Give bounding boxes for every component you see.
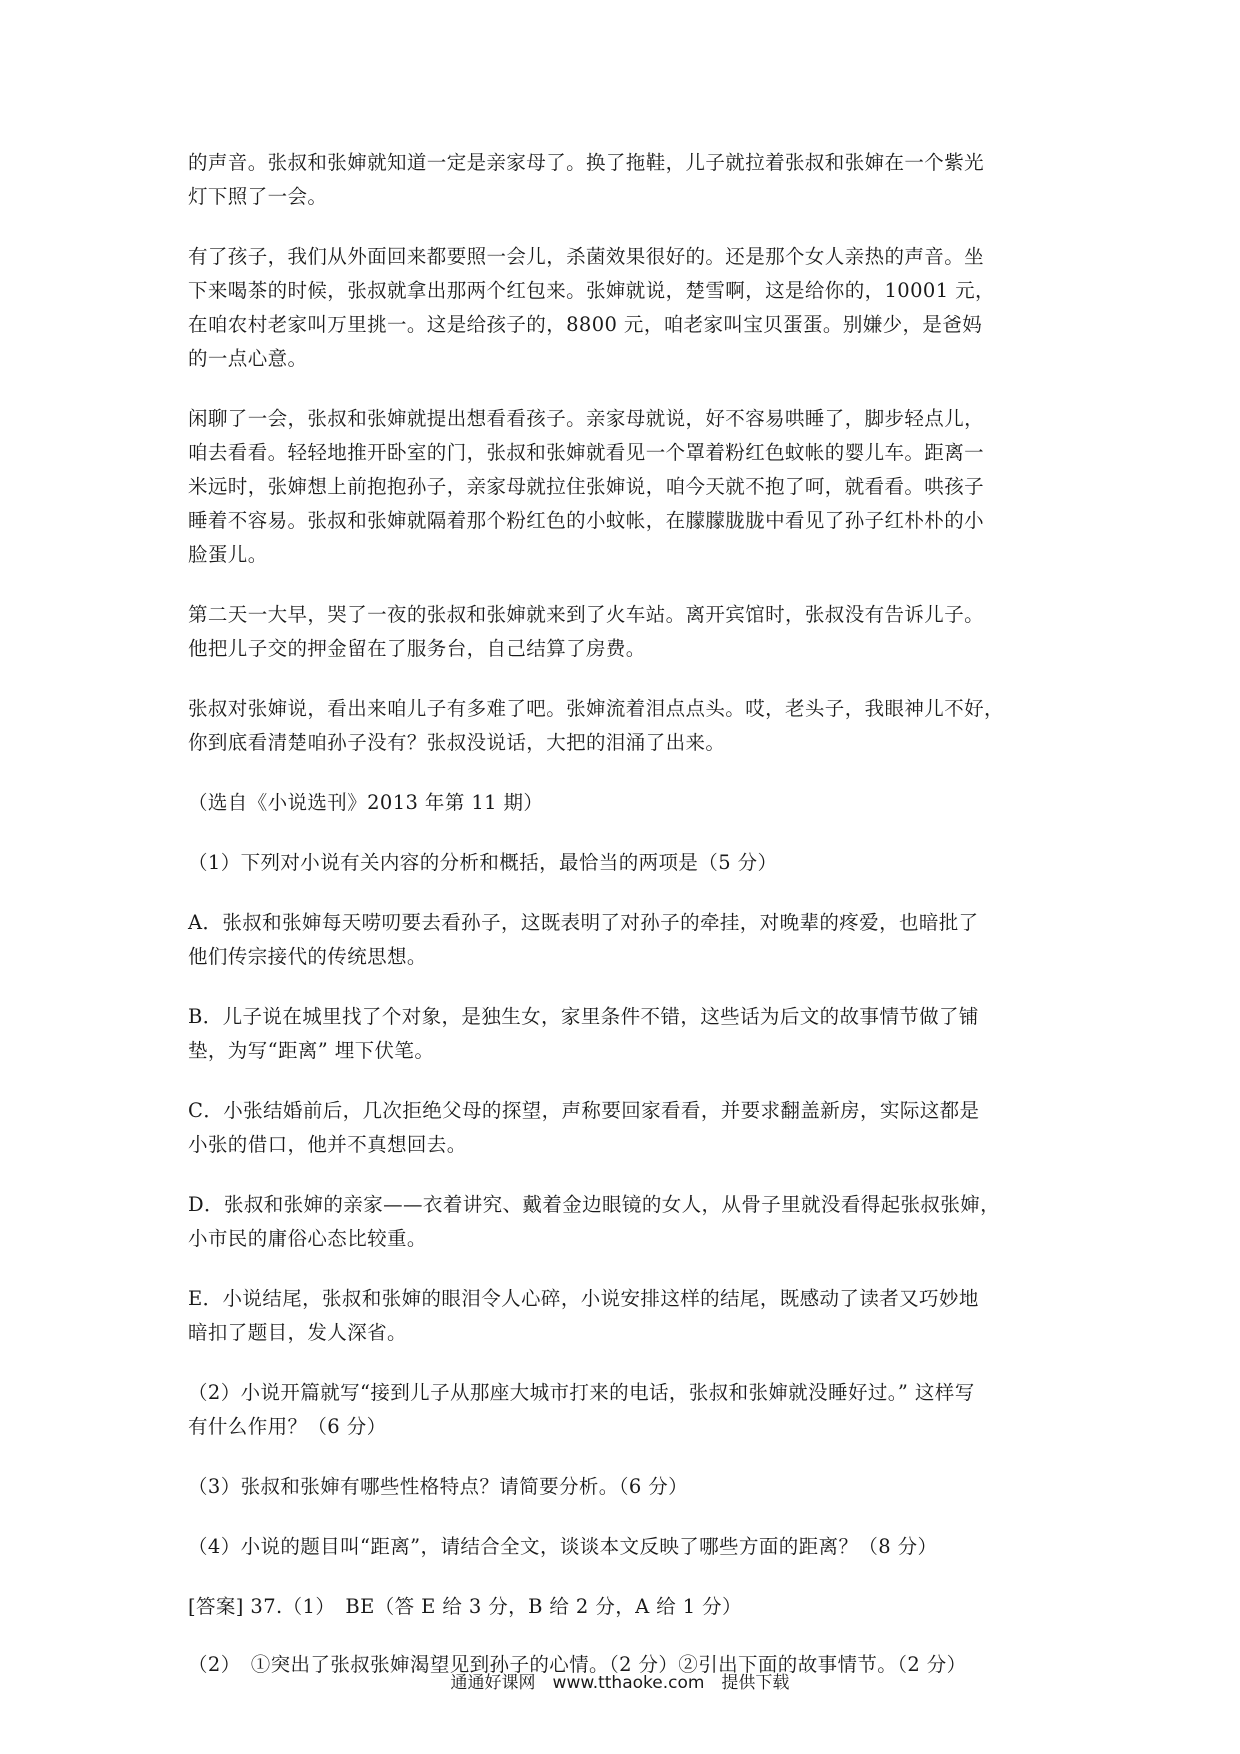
story-paragraph (188, 692, 1058, 760)
source-citation: （选自《小说选刊》2013 年第 11 期） (188, 791, 544, 814)
text-line: E．小说结尾，张叔和张婶的眼泪令人心碎，小说安排这样的结尾，既感动了读者又巧妙地 (188, 1287, 979, 1310)
text-line: 在咱农村老家叫万里挑一。这是给孩子的，8800 元，咱老家叫宝贝蛋蛋。别嫌少，是爸妈 (188, 313, 983, 336)
story-paragraph (188, 240, 1058, 376)
question-2 (188, 1376, 1058, 1444)
page-footer: 通通好课网 www.tthaoke.com 提供下载 (450, 1673, 790, 1693)
text-line: 灯下照了一会。 (188, 185, 328, 208)
text-line: 垫，为写“距离” 埋下伏笔。 (188, 1039, 435, 1062)
answer-2: （2） ①突出了张叔张婶渴望见到孙子的心情。（2 分）②引出下面的故事情节。（2 分） (188, 1653, 967, 1676)
text-line: D．张叔和张婶的亲家——衣着讲究、戴着金边眼镜的女人，从骨子里就没看得起张叔张婶， (188, 1193, 1001, 1216)
text-line: 小张的借口，他并不真想回去。 (188, 1133, 467, 1156)
option-d (188, 1188, 1058, 1256)
text-line: 张叔对张婶说，看出来咱儿子有多难了吧。张婶流着泪点点头。哎，老头子，我眼神儿不好， (188, 697, 1004, 720)
text-line: 他们传宗接代的传统思想。 (188, 945, 427, 968)
question-3: （3）张叔和张婶有哪些性格特点？请简要分析。（6 分） (188, 1475, 689, 1498)
story-paragraph (188, 402, 1058, 572)
option-e (188, 1282, 1058, 1350)
text-line: 小市民的庸俗心态比较重。 (188, 1227, 427, 1250)
text-line: C．小张结婚前后，几次拒绝父母的探望，声称要回家看看，并要求翻盖新房，实际这都是 (188, 1099, 980, 1122)
answer-1: [答案] 37.（1） BE（答 E 给 3 分，B 给 2 分，A 给 1 分） (188, 1595, 742, 1618)
question-4: （4）小说的题目叫“距离”，请结合全文，谈谈本文反映了哪些方面的距离？（8 分） (188, 1535, 938, 1558)
story-paragraph (188, 598, 1058, 666)
option-c (188, 1094, 1058, 1162)
text-line: （2）小说开篇就写“接到儿子从那座大城市打来的电话，张叔和张婶就没睡好过。” 这样写 (188, 1381, 975, 1404)
text-line: 下来喝茶的时候，张叔就拿出那两个红包来。张婶就说，楚雪啊，这是给你的，10001 元， (188, 279, 995, 302)
text-line: 他把儿子交的押金留在了服务台，自己结算了房费。 (188, 637, 646, 660)
text-line: 闲聊了一会，张叔和张婶就提出想看看孩子。亲家母就说，好不容易哄睡了，脚步轻点儿， (188, 407, 985, 430)
text-line: 第二天一大早，哭了一夜的张叔和张婶就来到了火车站。离开宾馆时，张叔没有告诉儿子。 (188, 603, 985, 626)
text-line: 的声音。张叔和张婶就知道一定是亲家母了。换了拖鞋，儿子就拉着张叔和张婶在一个紫光 (188, 151, 985, 174)
text-line: 睡着不容易。张叔和张婶就隔着那个粉红色的小蚊帐，在朦朦胧胧中看见了孙子红朴朴的小 (188, 509, 985, 532)
text-line: 脸蛋儿。 (188, 543, 268, 566)
text-line: 有了孩子，我们从外面回来都要照一会儿，杀菌效果很好的。还是那个女人亲热的声音。坐 (188, 245, 985, 268)
text-line: 你到底看清楚咱孙子没有？张叔没说话，大把的泪涌了出来。 (188, 731, 726, 754)
text-line: 有什么作用？（6 分） (188, 1415, 387, 1438)
text-line: 米远时，张婶想上前抱抱孙子，亲家母就拉住张婶说，咱今天就不抱了呵，就看看。哄孩子 (188, 475, 985, 498)
text-line: A．张叔和张婶每天唠叨要去看孙子，这既表明了对孙子的牵挂，对晚辈的疼爱，也暗批了 (188, 911, 979, 934)
option-a (188, 906, 1058, 974)
question-1: （1）下列对小说有关内容的分析和概括，最恰当的两项是（5 分） (188, 851, 778, 874)
document-body (188, 146, 1058, 1706)
text-line: B．儿子说在城里找了个对象，是独生女，家里条件不错，这些话为后文的故事情节做了铺 (188, 1005, 979, 1028)
text-line: 的一点心意。 (188, 347, 308, 370)
text-line: 咱去看看。轻轻地推开卧室的门，张叔和张婶就看见一个罩着粉红色蚊帐的婴儿车。距离一 (188, 441, 985, 464)
option-b (188, 1000, 1058, 1068)
story-paragraph (188, 146, 1058, 214)
text-line: 暗扣了题目，发人深省。 (188, 1321, 407, 1344)
